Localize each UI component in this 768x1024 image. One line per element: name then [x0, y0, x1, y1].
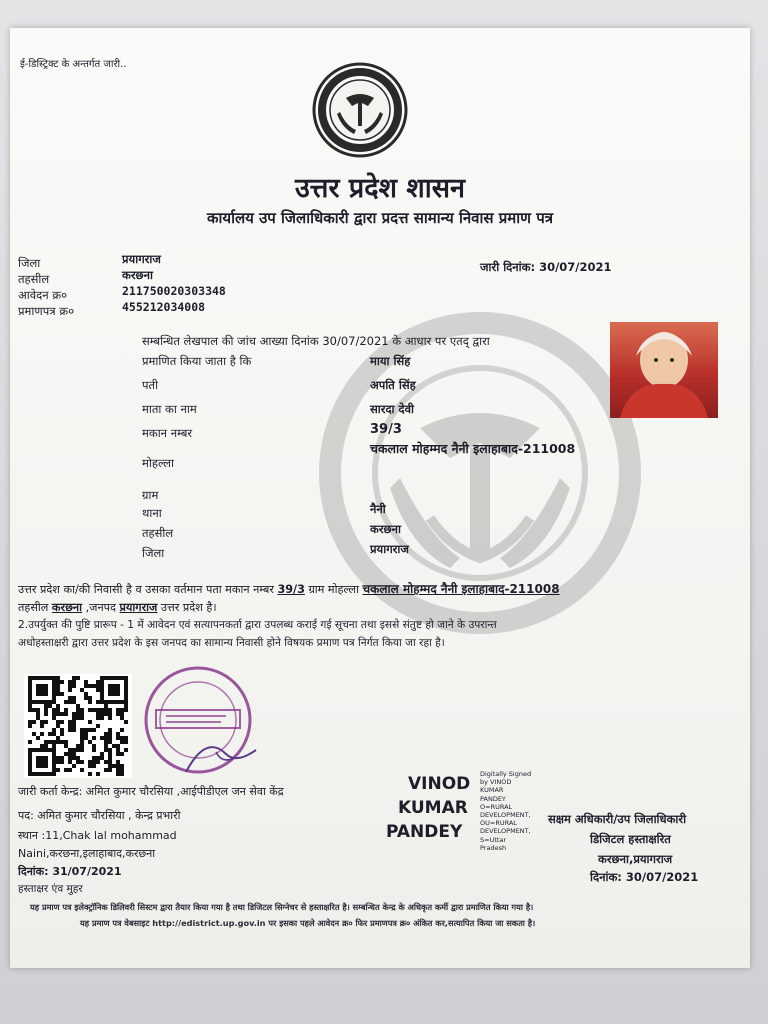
footer-line-1: यह प्रमाण पत्र इलेक्ट्रॉनिक डिलिवरी सिस्टम द्वारा तैयार किया गया है तथा डिजिटल सिग्नेचर से हस्ताक्षरित है। सम्बन्धित केन्द्र के अधिकृत कर्मी द्वारा प्रमाणित किया गया है। — [30, 902, 534, 912]
signer-name-line-1: VINOD — [408, 774, 471, 794]
statement-district: प्रयागराज — [119, 601, 158, 614]
meta-value-tehsil: करछना — [122, 268, 153, 282]
sig-detail: DEVELOPMENT, — [480, 827, 531, 836]
sig-detail: DEVELOPMENT, — [480, 811, 531, 820]
sig-detail: Pradesh — [480, 843, 507, 852]
field-label-house: मकान नम्बर — [142, 426, 193, 440]
issuer-center: जारी कर्ता केन्द्र: अमित कुमार चौरसिया ,आईपीडीएल जन सेवा केंद्र — [18, 785, 284, 798]
field-label-district: जिला — [142, 546, 165, 560]
sig-detail: Digitally Signed — [480, 770, 532, 778]
top-note: ई-डिस्ट्रिक्ट के अन्तर्गत जारी.. — [20, 59, 127, 70]
issuer-place: स्थान :11,Chak lal mohammad — [18, 829, 177, 842]
statement-prefix: उत्तर प्रदेश का/की निवासी है व उसका वर्तमान पता मकान नम्बर — [18, 583, 278, 596]
certificate-document — [10, 28, 750, 968]
statement-house: 39/3 — [277, 583, 305, 596]
meta-value-district: प्रयागराज — [122, 252, 161, 266]
issuer-date: दिनांक: 31/07/2021 — [18, 865, 122, 878]
signer-name-line-3: PANDEY — [386, 822, 463, 842]
field-label-locality: मोहल्ला — [142, 456, 174, 470]
sig-detail: S=Uttar — [480, 835, 507, 844]
sig-detail: OU=RURAL — [480, 819, 517, 828]
field-value-tehsil: करछना — [370, 522, 401, 536]
seal-stamp-icon — [136, 654, 266, 784]
certificate-title: कार्यालय उप जिलाधिकारी द्वारा प्रदत्त सामान्य निवास प्रमाण पत्र — [207, 209, 553, 227]
statement-tehsil-prefix: तहसील — [18, 601, 52, 614]
authority-sign: डिजिटल हस्ताक्षरित — [590, 832, 671, 846]
statement-suffix: उत्तर प्रदेश है। — [157, 601, 217, 614]
field-label-mother: माता का नाम — [142, 402, 197, 416]
applicant-name: माया सिंह — [370, 354, 411, 368]
sig-detail: by VINOD — [480, 778, 512, 787]
meta-label-certificate: प्रमाणपत्र क्र० — [18, 304, 75, 318]
sig-detail: PANDEY — [480, 794, 506, 803]
field-value-husband: अपति सिंह — [370, 378, 416, 392]
authority-title: सक्षम अधिकारी/उप जिलाधिकारी — [548, 812, 687, 826]
issuer-sign-label: हस्ताक्षर एंव मुहर — [18, 883, 83, 895]
up-emblem-icon — [310, 62, 410, 158]
verification-intro: सम्बन्धित लेखपाल की जांच आख्या दिनांक 30/07/2021 के आधार पर एतद् द्वारा — [142, 334, 490, 348]
meta-label-application: आवेदन क्र० — [18, 288, 68, 302]
statement-mid: ग्राम मोहल्ला — [304, 583, 363, 596]
signature-details — [480, 770, 531, 852]
footer-line-2: यह प्रमाण पत्र वेबसाइट http://edistrict.up.gov.in पर इसका पहले आवेदन क्र० फिर प्रमाणपत्र क्र० अंकित कर,सत्यापित किया जा सकता है। — [80, 918, 536, 928]
field-value-locality: चकलाल मोहम्मद नैनी इलाहाबाद-211008 — [370, 441, 576, 456]
authority-location: करछना,प्रयागराज — [598, 852, 673, 866]
government-title: उत्तर प्रदेश शासन — [295, 173, 465, 204]
issuer-post: पद: अमित कुमार चौरसिया , केन्द्र प्रभारी — [18, 809, 181, 822]
meta-label-district: जिला — [18, 256, 41, 270]
field-value-police: नैनी — [370, 502, 386, 516]
field-label-husband: पती — [142, 378, 159, 392]
field-label-tehsil: तहसील — [142, 526, 174, 540]
meta-label-tehsil: तहसील — [18, 272, 50, 286]
field-label-village: ग्राम — [142, 488, 159, 502]
sig-detail: KUMAR — [480, 786, 504, 795]
issuer-address: Naini,करछना,इलाहाबाद,करछना — [18, 847, 156, 860]
applicant-photo — [610, 322, 718, 418]
statement-line-2 — [18, 600, 217, 615]
statement-line-3: 2.उपर्युक्त की पुष्टि प्रारूप - 1 में आवेदन एवं सत्यापनकर्ता द्वारा उपलब्ध कराई गई सूचना तथा इससे संतुष्ट हो जाने के उपरान्त — [18, 619, 497, 631]
statement-line-1 — [18, 580, 560, 597]
statement-locality: चकलाल मोहम्मद नैनी इलाहाबाद-211008 — [362, 582, 560, 596]
field-label-police: थाना — [142, 506, 162, 520]
meta-value-application: 211750020303348 — [122, 284, 226, 298]
issue-date: जारी दिनांक: 30/07/2021 — [480, 260, 612, 274]
sig-detail: O=RURAL — [480, 802, 513, 811]
field-value-district: प्रयागराज — [370, 542, 409, 556]
field-value-mother: सारदा देवी — [370, 402, 415, 416]
meta-value-certificate: 455212034008 — [122, 300, 206, 314]
field-value-house: 39/3 — [370, 422, 402, 437]
certified-label: प्रमाणित किया जाता है कि — [142, 354, 252, 368]
statement-district-prefix: ,जनपद — [82, 601, 120, 614]
authority-date: दिनांक: 30/07/2021 — [590, 870, 699, 884]
qr-code — [24, 674, 132, 778]
signer-name-line-2: KUMAR — [398, 798, 468, 818]
statement-tehsil: करछना — [51, 601, 83, 614]
statement-line-4: अधोहस्ताक्षरी द्वारा उत्तर प्रदेश के इस जनपद का सामान्य निवासी होने विषयक प्रमाण पत्र निर्गत किया जा रहा है। — [18, 637, 445, 649]
